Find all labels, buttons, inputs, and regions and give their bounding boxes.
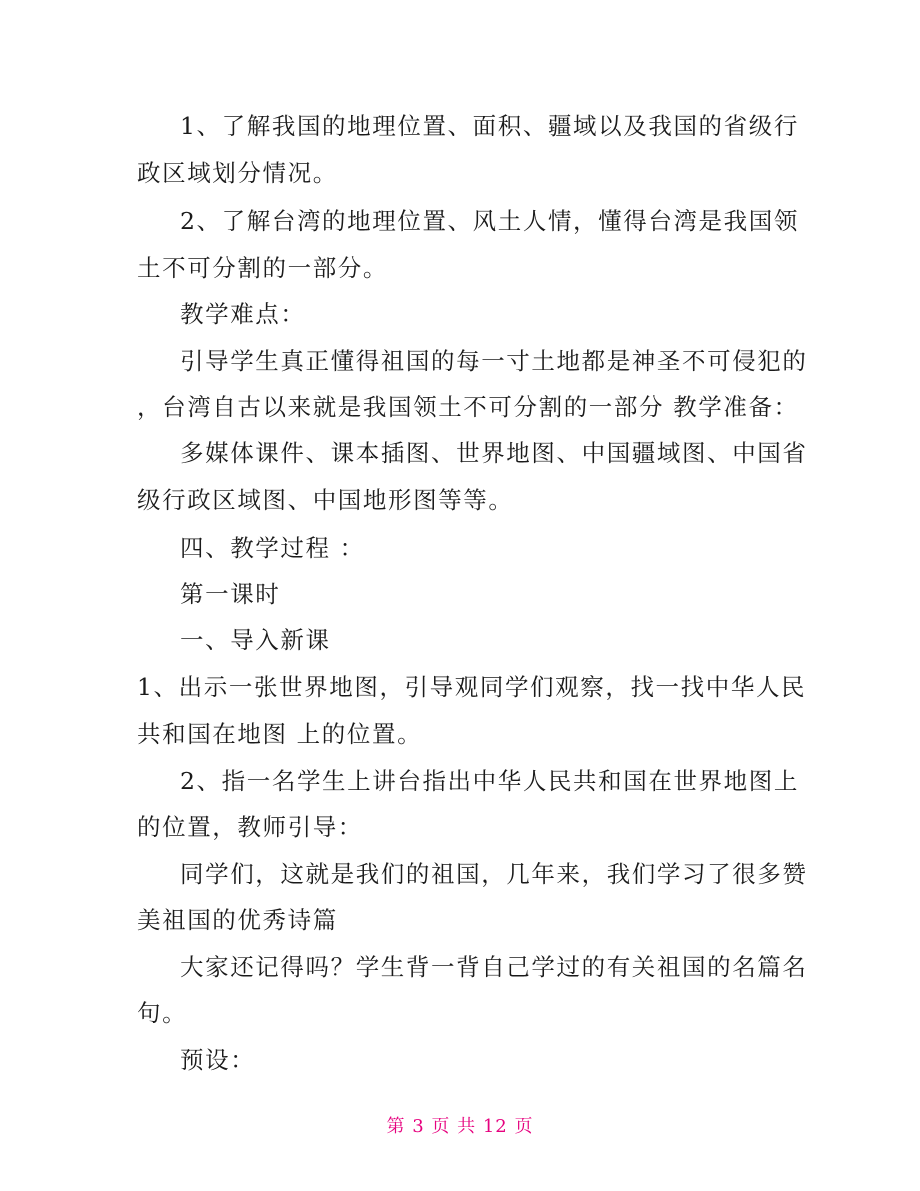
text-line-2: 政区域划分情况。 <box>137 159 338 187</box>
text-line-14: 共和国在地图 上的位置。 <box>137 720 423 748</box>
text-line-6: 引导学生真正懂得祖国的每一寸土地都是神圣不可侵犯的 <box>180 347 808 375</box>
text-line-7: ，台湾自古以来就是我国领土不可分割的一部分 教学准备： <box>137 393 799 421</box>
text-line-4: 土不可分割的一部分。 <box>137 254 388 282</box>
text-line-13: 1、出示一张世界地图，引导观同学们观察，找一找中华人民 <box>137 673 807 701</box>
text-line-11: 第一课时 <box>180 580 281 608</box>
text-line-5: 教学难点： <box>180 300 306 328</box>
page-number-footer: 第 3 页 共 12 页 <box>386 1116 534 1137</box>
text-line-10: 四、教学过程 ： <box>180 534 365 562</box>
text-line-3: 2、了解台湾的地理位置、风土人情，懂得台湾是我国领 <box>180 207 799 235</box>
text-line-16: 的位置，教师引导： <box>137 813 363 841</box>
text-line-21: 预设： <box>180 1046 256 1074</box>
text-line-12: 一、导入新课 <box>180 626 331 654</box>
text-line-19: 大家还记得吗？学生背一背自己学过的有关祖国的名篇名 <box>180 953 808 981</box>
text-line-8: 多媒体课件、课本插图、世界地图、中国疆域图、中国省 <box>180 439 808 467</box>
text-line-20: 句。 <box>137 999 188 1027</box>
text-line-9: 级行政区域图、中国地形图等等。 <box>137 486 514 514</box>
text-line-17: 同学们，这就是我们的祖国，几年来，我们学习了很多赞 <box>180 860 808 888</box>
text-line-1: 1、了解我国的地理位置、面积、疆域以及我国的省级行 <box>180 112 799 140</box>
text-line-18: 美祖国的优秀诗篇 <box>137 906 338 934</box>
text-line-15: 2、指一名学生上讲台指出中华人民共和国在世界地图上 <box>180 767 799 795</box>
